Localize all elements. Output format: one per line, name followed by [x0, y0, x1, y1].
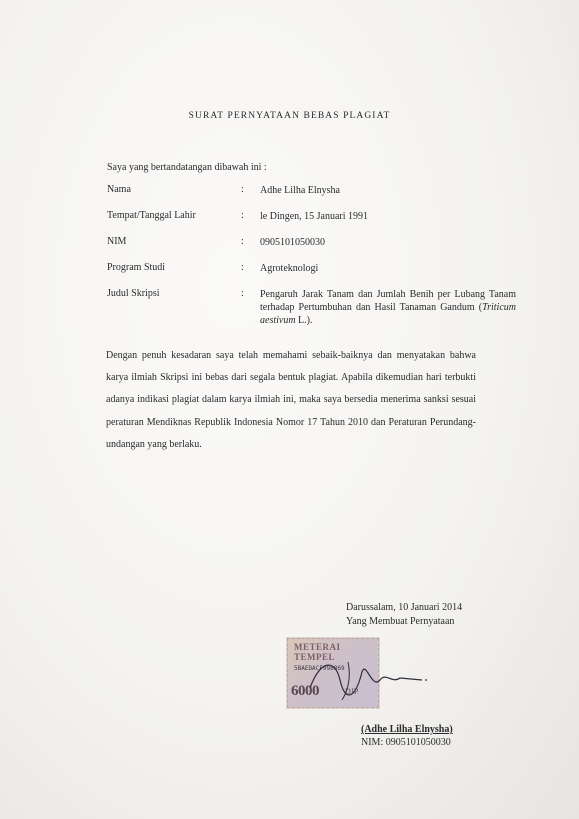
place-date: Darussalam, 10 Januari 2014 [346, 602, 463, 613]
statement-paragraph: Dengan penuh kesadaran saya telah memahami sebaik-baiknya dan menyatakan bahwa karya ilmiah Skripsi ini bebas dari segala bentuk plagiat. Apabila dikemudian hari terbukti adanya indikasi plagiat dalam karya ilmiah ini, maka saya bersedia menerima sanksi sesuai peraturan Mendiknas Republik Indonesia Nomor 17 Tahun 2010 dan Peraturan Perundang-undangan yang berlaku. [106, 350, 476, 450]
field-value: Agroteknologi [260, 263, 319, 274]
field-label: NIM [107, 236, 127, 247]
signature-header [346, 601, 462, 629]
stamp-currency: DJP [345, 687, 359, 696]
intro-text: Saya yang bertandatangan dibawah ini : [107, 162, 267, 173]
stamp-title: METERAI TEMPEL [294, 642, 341, 662]
field-label: Nama [107, 184, 131, 195]
field-value: le Dingen, 15 Januari 1991 [260, 211, 369, 222]
signer-name: (Adhe Lilha Elnysha) [361, 724, 453, 735]
signer-block [361, 723, 453, 749]
field-colon: : [241, 184, 244, 195]
field-colon: : [241, 236, 244, 247]
field-value-title [260, 288, 516, 327]
species-name: Triticum aestivum [260, 302, 516, 326]
stamp-code: 5BAEDACF998869 [294, 665, 345, 672]
handwritten-signature [300, 650, 430, 710]
stamp-value: 6000 [291, 683, 319, 699]
field-label: Program Studi [107, 262, 166, 273]
signer-role: Yang Membuat Pernyataan [346, 616, 455, 627]
field-colon: : [241, 210, 244, 221]
title-text-end: L.). [295, 315, 313, 326]
field-colon: : [241, 288, 244, 299]
field-value: Adhe Lilha Elnysha [260, 185, 340, 196]
field-label: Judul Skripsi [107, 288, 160, 299]
field-colon: : [241, 262, 244, 273]
page-title: SURAT PERNYATAAN BEBAS PLAGIAT [188, 111, 391, 121]
field-value: 0905101050030 [260, 237, 325, 248]
title-text: Pengaruh Jarak Tanam dan Jumlah Benih per Lubang Tanam terhadap Pertumbuhan dan Hasil Tanaman Gandum ( [260, 289, 516, 313]
signer-nim: NIM: 0905101050030 [361, 737, 451, 748]
field-label: Tempat/Tanggal Lahir [107, 210, 196, 221]
